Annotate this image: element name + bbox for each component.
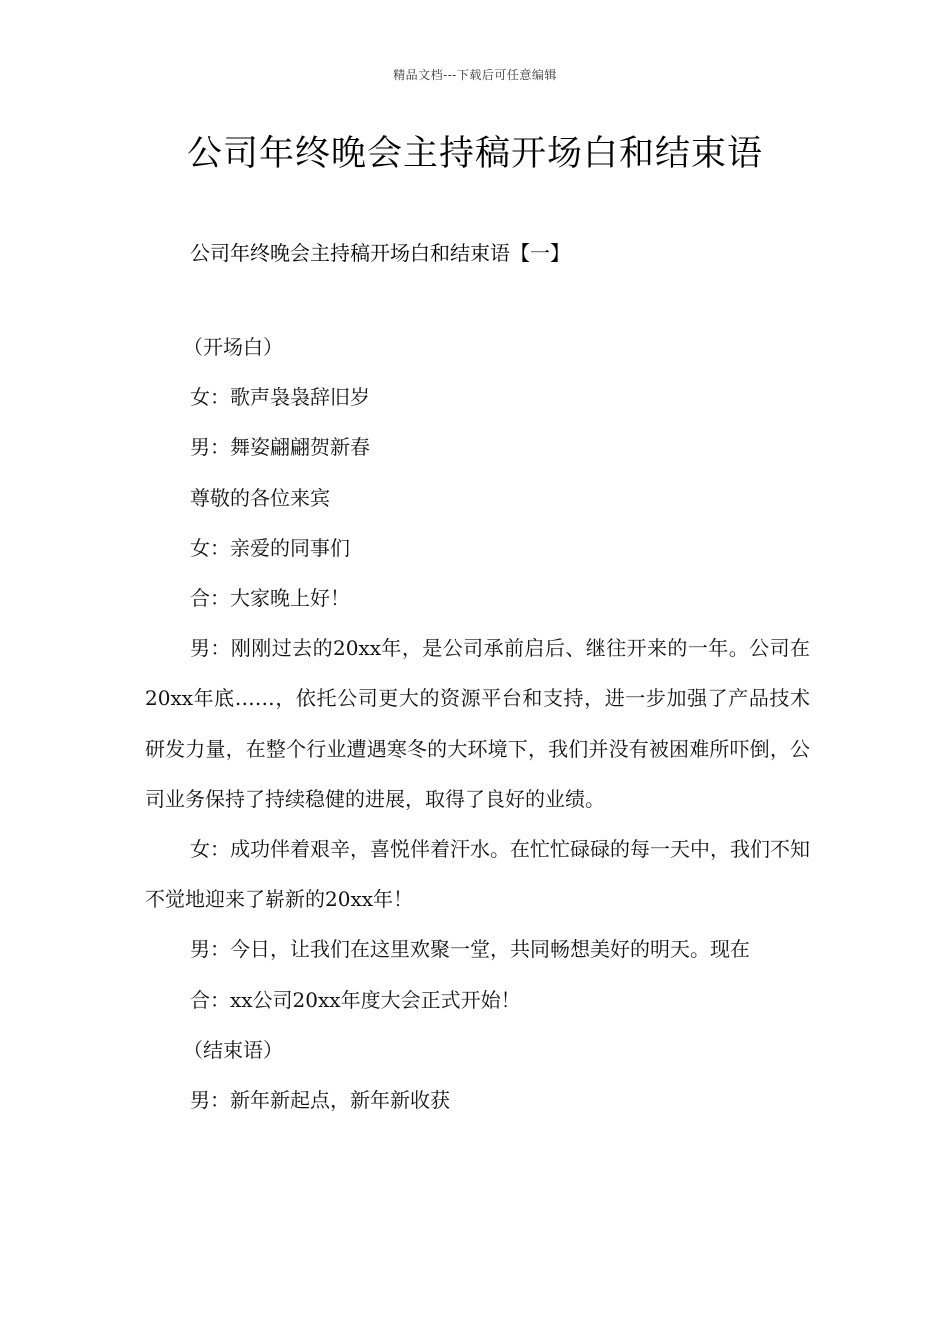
- dialogue-paragraph: 男：今日，让我们在这里欢聚一堂，共同畅想美好的明天。现在: [190, 937, 750, 962]
- dialogue-line: 女：亲爱的同事们: [190, 535, 350, 560]
- dialogue-line: 男：舞姿翩翩贺新春: [190, 435, 370, 460]
- dialogue-line: 合：大家晚上好！: [190, 585, 350, 610]
- document-title: 公司年终晚会主持稿开场白和结束语: [186, 134, 763, 174]
- dialogue-paragraph: 女：成功伴着艰辛，喜悦伴着汗水。在忙忙碌碌的每一天中，我们不知不觉地迎来了崭新的20xx年！: [145, 836, 810, 912]
- header-note: 精品文档---下载后可任意编辑: [393, 68, 557, 82]
- opening-heading: （开场白）: [183, 335, 283, 359]
- dialogue-line: 合：xx公司20xx年度大会正式开始！: [190, 987, 521, 1012]
- closing-heading: （结束语）: [183, 1037, 283, 1062]
- dialogue-line: 尊敬的各位来宾: [190, 485, 330, 510]
- section-subtitle: 公司年终晚会主持稿开场白和结束语【一】: [190, 241, 570, 265]
- dialogue-line: 男：新年新起点，新年新收获: [190, 1087, 450, 1112]
- dialogue-line: 女：歌声袅袅辞旧岁: [190, 385, 370, 410]
- dialogue-paragraph: 男：刚刚过去的20xx年，是公司承前启后、继往开来的一年。公司在20xx年底……，依托公司更大的资源平台和支持，进一步加强了产品技术研发力量，在整个行业遭遇寒冬的大环境下，我们并没有被困难所吓倒，公司业务保持了持续稳健的进展，取得了良好的业绩。: [145, 636, 810, 811]
- document-body: [145, 332, 810, 1135]
